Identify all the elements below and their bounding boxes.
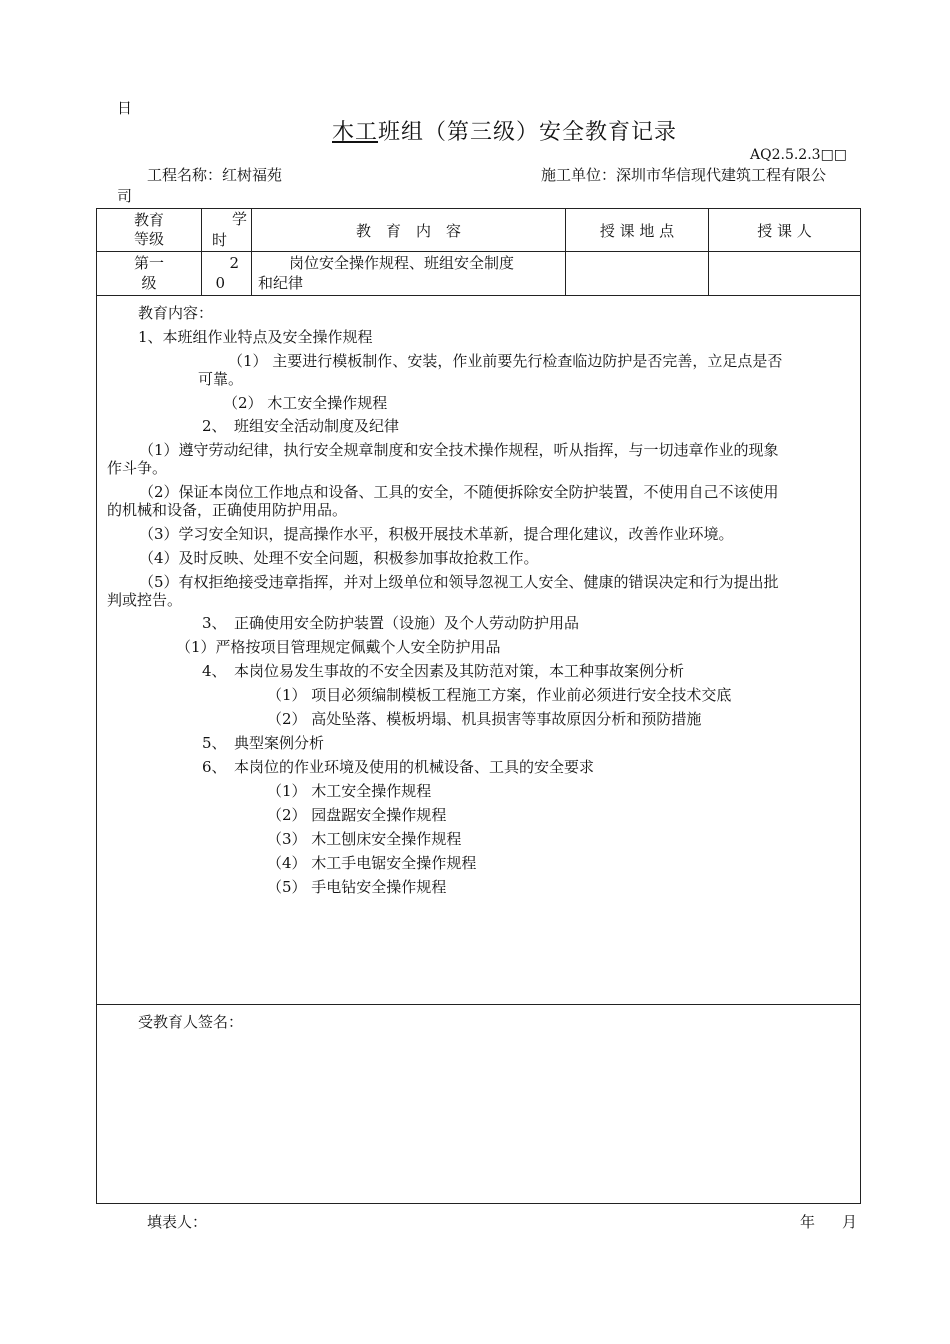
- content-line: （2）保证本岗位工作地点和设备、工具的安全，不随便拆除安全防护装置，不使用自己不该使用: [139, 483, 779, 501]
- row-content-line1: 岗位安全操作规程、班组安全制度: [289, 254, 515, 272]
- content-line: （3）学习安全知识，提高操作水平，积极开展技术革新，提合理化建议，改善作业环境。: [139, 525, 734, 543]
- doc-code: AQ2.5.2.3□□: [750, 147, 848, 163]
- row-level-line1: 第一: [133, 254, 164, 272]
- content-line: （2） 高处坠落、模板坍塌、机具损害等事故原因分析和预防措施: [267, 710, 702, 728]
- header-hours-line1: 学: [231, 210, 247, 228]
- row-cell-level: [96, 251, 202, 296]
- content-line: （4）及时反映、处理不安全问题，积极参加事故抢救工作。: [139, 549, 539, 567]
- project-name: 工程名称：红树福苑: [147, 166, 283, 184]
- content-line: （1） 主要进行模板制作、安装，作业前要先行检查临边防护是否完善，立足点是否: [228, 352, 783, 370]
- header-hours-line2: 时: [212, 231, 228, 249]
- footer-year: 年: [800, 1213, 816, 1231]
- content-line: （1） 木工安全操作规程: [267, 782, 432, 800]
- content-line: 可靠。: [198, 370, 244, 388]
- content-line: （4） 木工手电锯安全操作规程: [267, 854, 477, 872]
- header-level-line1: 教育: [133, 210, 164, 229]
- page-title: [332, 120, 677, 146]
- top-fragment-char: 日: [117, 99, 133, 117]
- signature-section: [96, 1004, 861, 1204]
- content-line: （5）有权拒绝接受违章指挥，并对上级单位和领导忽视工人安全、健康的错误决定和行为提出批: [139, 573, 779, 591]
- content-line: 作斗争。: [107, 459, 168, 477]
- header-cell-teacher: [708, 208, 861, 252]
- row-hours-line1: 2: [229, 254, 239, 272]
- row-cell-teacher: [708, 251, 861, 296]
- content-line: 6、 本岗位的作业环境及使用的机械设备、工具的安全要求: [202, 758, 595, 776]
- content-line: 判或控告。: [107, 591, 183, 609]
- content-section: [96, 295, 861, 1005]
- content-line: （2） 园盘踞安全操作规程: [267, 806, 447, 824]
- content-line: （1）严格按项目管理规定佩戴个人安全防护用品: [176, 638, 501, 656]
- header-cell-place: [565, 208, 709, 252]
- contractor-name: 施工单位：深圳市华信现代建筑工程有限公: [541, 166, 827, 184]
- header-content-label: 教 育 内 容: [355, 221, 461, 240]
- content-line: 1、本班组作业特点及安全操作规程: [138, 328, 373, 346]
- content-line: 4、 本岗位易发生事故的不安全因素及其防范对策，本工种事故案例分析: [202, 662, 685, 680]
- footer-month: 月: [842, 1213, 858, 1231]
- content-line: 2、 班组安全活动制度及纪律: [202, 417, 400, 435]
- header-teacher-label: 授 课 人: [757, 221, 812, 240]
- content-line: （1）遵守劳动纪律，执行安全规章制度和安全技术操作规程，听从指挥，与一切违章作业的现象: [139, 441, 779, 459]
- content-line: 5、 典型案例分析: [202, 734, 325, 752]
- title-rest: 班组（第三级）安全教育记录: [378, 120, 678, 145]
- header-place-label: 授 课 地 点: [599, 221, 675, 240]
- row-content-line2: 和纪律: [258, 274, 304, 292]
- header-cell-content: [251, 208, 566, 252]
- header-level-line2: 等级: [133, 230, 164, 248]
- header-cell-hours: [201, 208, 252, 252]
- content-line: （5） 手电钻安全操作规程: [267, 878, 447, 896]
- row-hours-line2: 0: [215, 274, 225, 292]
- content-line: （1） 项目必须编制模板工程施工方案，作业前必须进行安全技术交底: [267, 686, 732, 704]
- title-underlined-part: 木工: [332, 120, 379, 145]
- row-cell-hours: [201, 251, 252, 296]
- content-line: （2） 木工安全操作规程: [223, 394, 388, 412]
- contractor-name-wrap: 司: [117, 187, 133, 205]
- content-heading: 教育内容：: [138, 304, 214, 322]
- content-line: 的机械和设备，正确使用防护用品。: [107, 501, 348, 519]
- signature-label: 受教育人签名：: [138, 1013, 244, 1031]
- row-level-line2: 级: [141, 273, 157, 292]
- row-cell-place: [565, 251, 709, 296]
- filler-label: 填表人：: [147, 1213, 208, 1231]
- row-cell-content: [251, 251, 566, 296]
- content-line: 3、 正确使用安全防护装置（设施）及个人劳动防护用品: [202, 614, 580, 632]
- header-cell-level: [96, 208, 202, 252]
- content-line: （3） 木工刨床安全操作规程: [267, 830, 462, 848]
